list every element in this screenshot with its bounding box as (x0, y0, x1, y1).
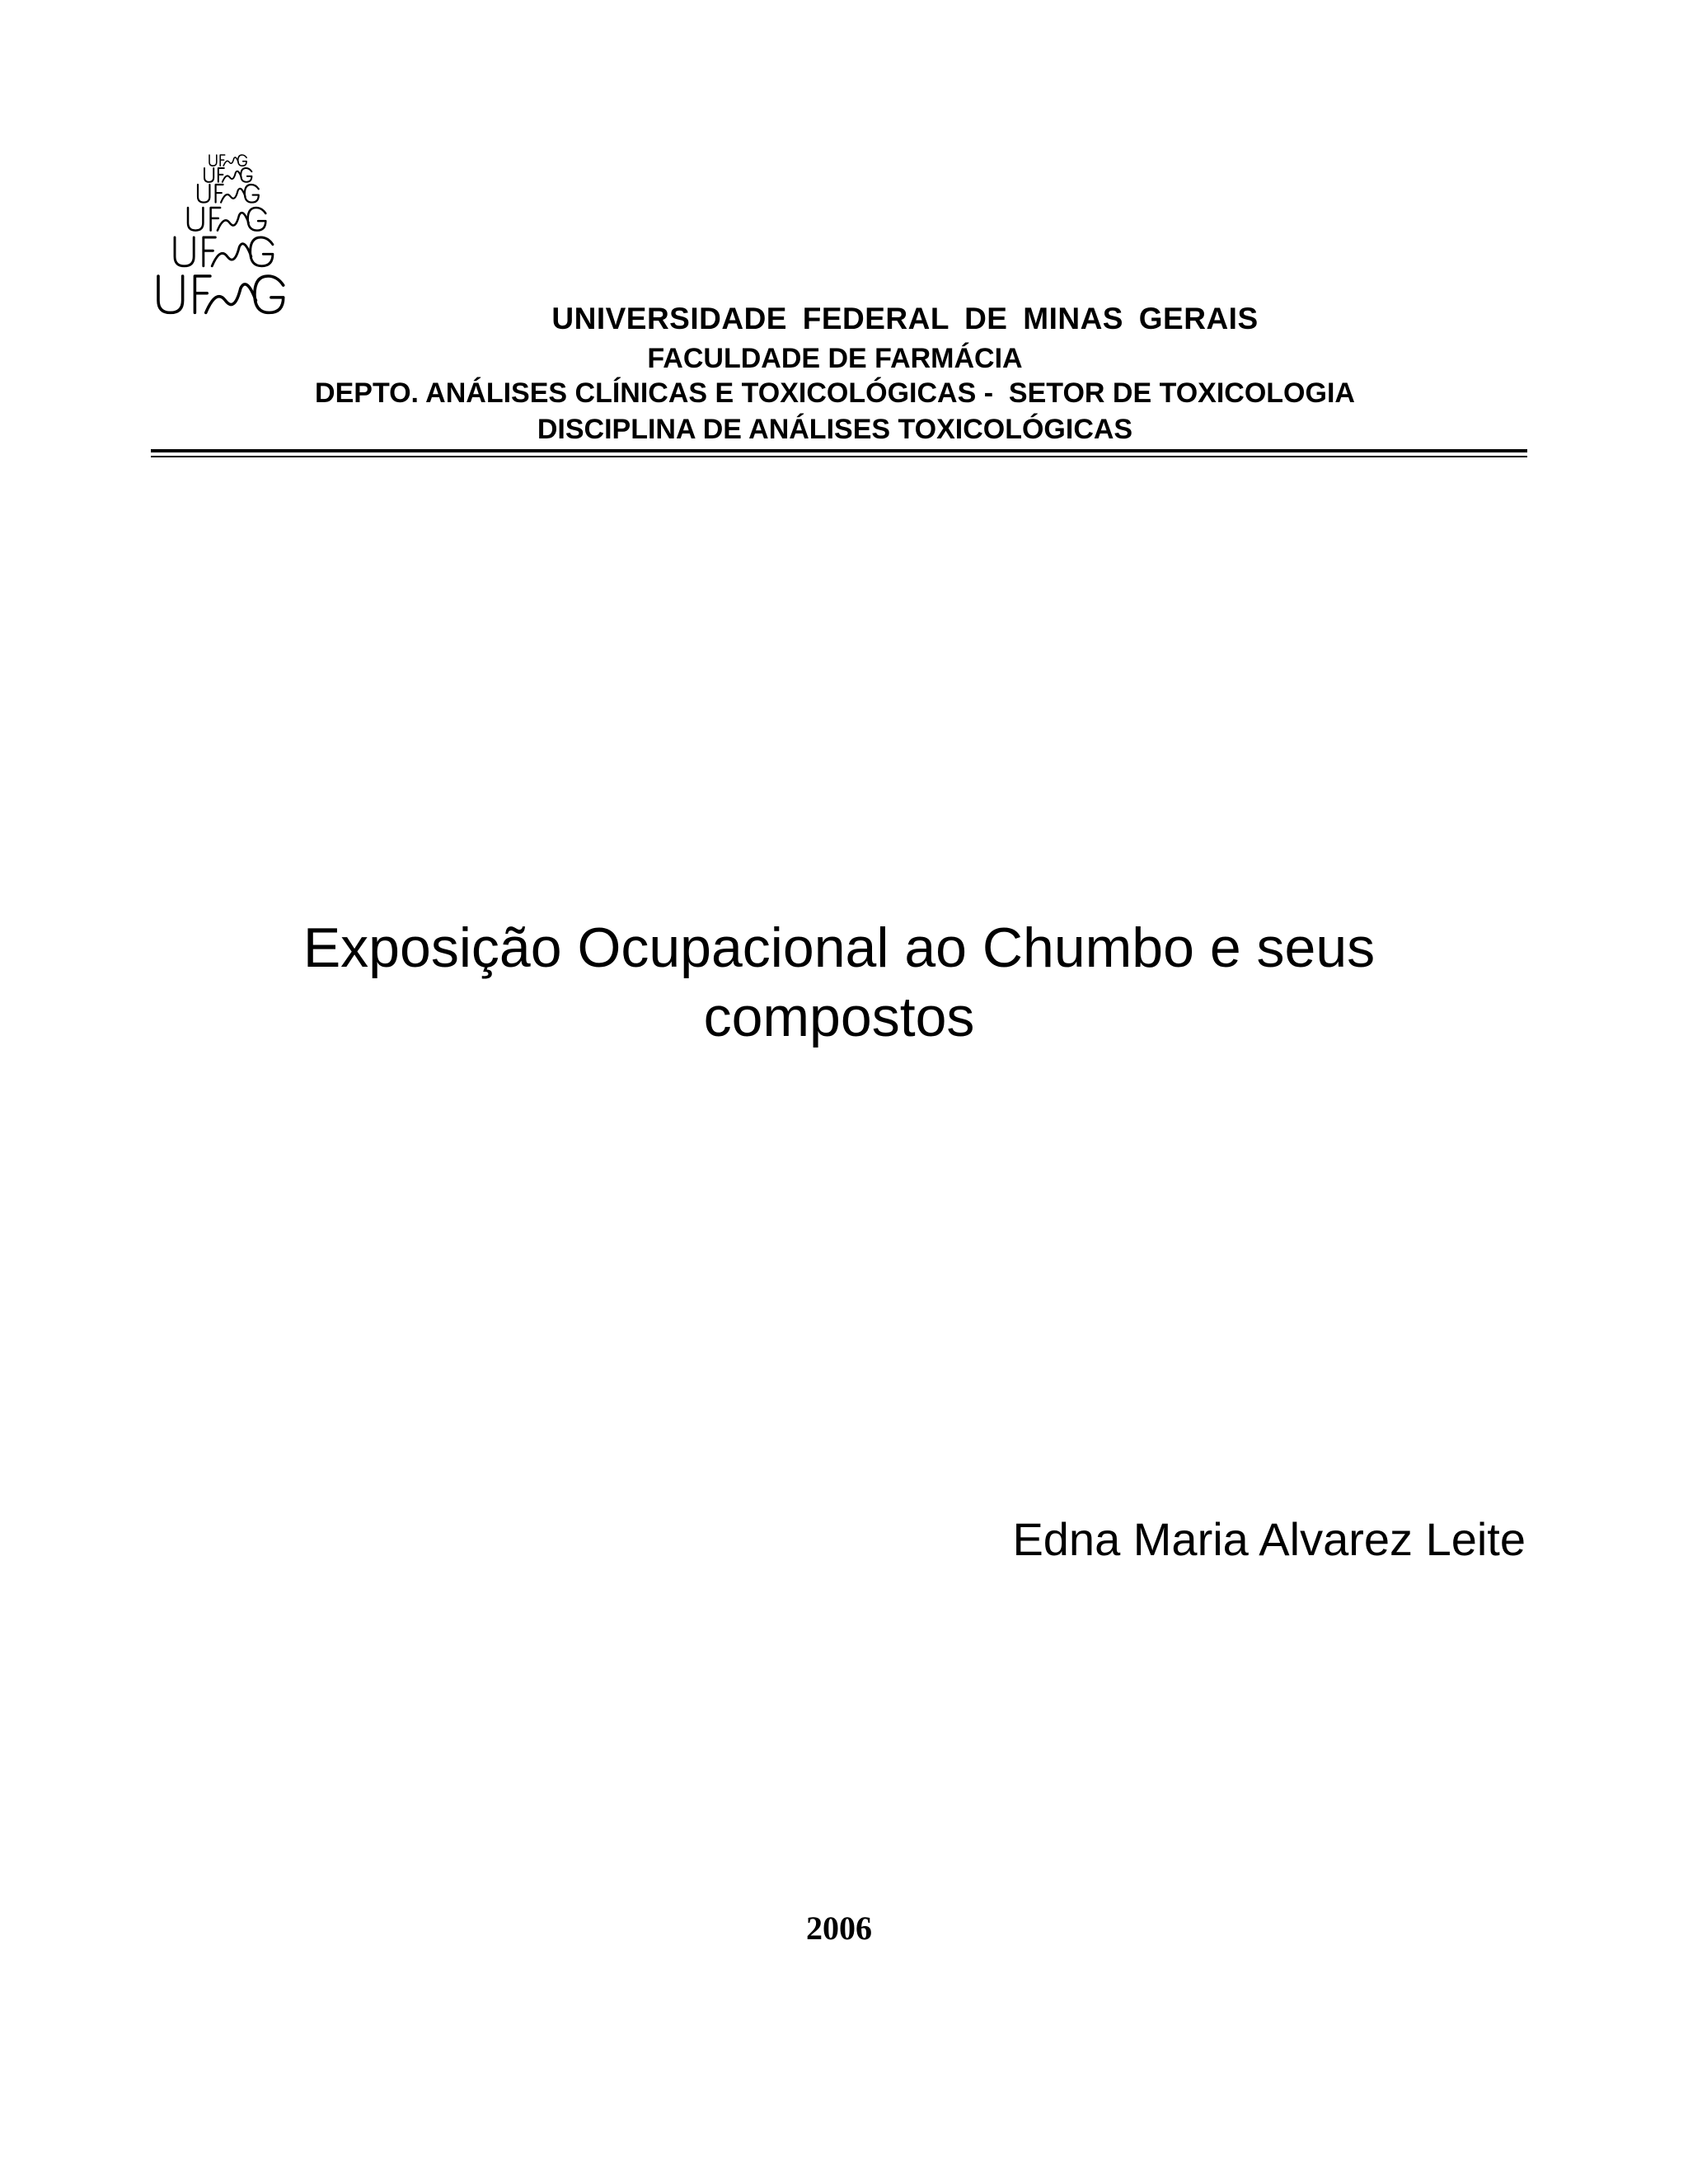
faculty-name: FACULDADE DE FARMÁCIA (647, 343, 1023, 374)
header-divider-thin (151, 456, 1527, 457)
title-line-2: compostos (703, 986, 975, 1048)
department-name: DEPTO. ANÁLISES CLÍNICAS E TOXICOLÓGICAS - SETOR DE TOXICOLOGIA (315, 377, 1355, 409)
title-line-1: Exposição Ocupacional ao Chumbo e seus (302, 916, 1376, 979)
publication-year: 2006 (806, 1910, 872, 1947)
discipline-name: DISCIPLINA DE ANÁLISES TOXICOLÓGICAS (537, 414, 1133, 445)
document-title (151, 913, 1527, 1052)
university-name: UNIVERSIDADE FEDERAL DE MINAS GERAIS (551, 302, 1259, 335)
author-name: Edna Maria Alvarez Leite (1012, 1513, 1526, 1565)
header-divider-thick (151, 449, 1527, 452)
